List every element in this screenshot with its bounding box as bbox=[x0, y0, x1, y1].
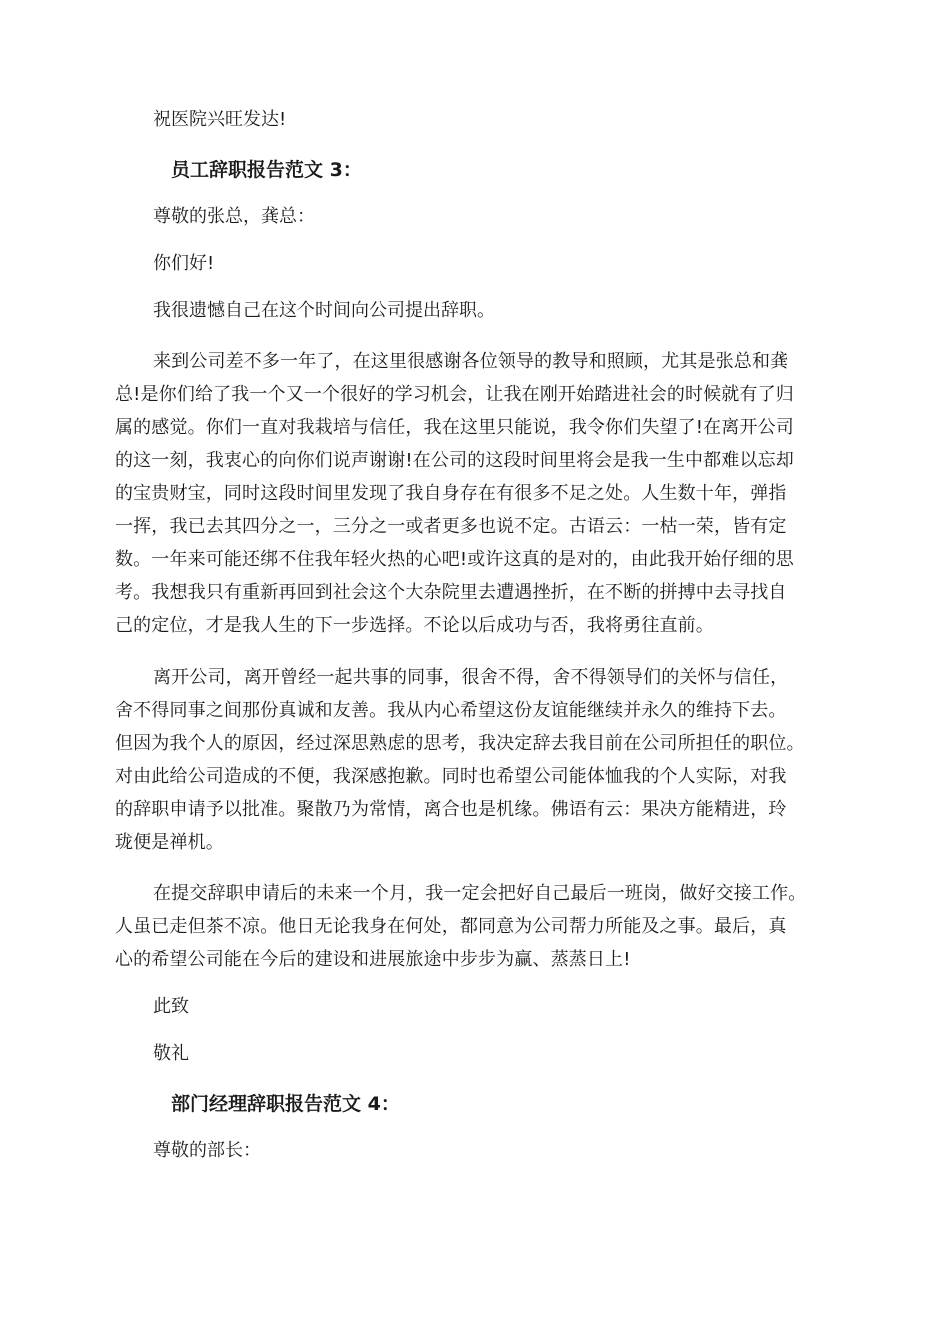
paragraph-line: 对由此给公司造成的不便，我深感抱歉。同时也希望公司能体恤我的个人实际，对我 bbox=[115, 766, 787, 787]
paragraph-line: 珑便是禅机。 bbox=[115, 832, 224, 853]
section3-greeting: 你们好! bbox=[153, 253, 215, 274]
section3-intro: 我很遗憾自己在这个时间向公司提出辞职。 bbox=[153, 300, 495, 321]
section3-paragraph3 bbox=[115, 877, 835, 976]
paragraph-line: 属的感觉。你们一直对我栽培与信任，我在这里只能说，我令你们失望了!在离开公司 bbox=[115, 417, 794, 438]
document-body bbox=[115, 108, 835, 1163]
section4-heading: 部门经理辞职报告范文 4： bbox=[171, 1093, 400, 1115]
closing-ci-zhi: 此致 bbox=[153, 996, 189, 1017]
paragraph-line: 数。一年来可能还绑不住我年轻火热的心吧!或许这真的是对的，由此我开始仔细的思 bbox=[115, 549, 794, 570]
closing-jing-li: 敬礼 bbox=[153, 1043, 189, 1064]
section3-paragraph1 bbox=[115, 345, 835, 642]
paragraph-line: 在提交辞职申请后的未来一个月，我一定会把好自己最后一班岗，做好交接工作。 bbox=[153, 883, 807, 904]
section3-heading: 员工辞职报告范文 3： bbox=[171, 159, 362, 181]
paragraph-line: 心的希望公司能在今后的建设和进展旅途中步步为赢、蒸蒸日上! bbox=[115, 949, 631, 970]
paragraph-line: 总!是你们给了我一个又一个很好的学习机会，让我在刚开始踏进社会的时候就有了归 bbox=[115, 384, 794, 405]
paragraph-line: 的辞职申请予以批准。聚散乃为常情，离合也是机缘。佛语有云：果决方能精进，玲 bbox=[115, 799, 787, 820]
paragraph-line: 一挥，我已去其四分之一，三分之一或者更多也说不定。古语云：一枯一荣，皆有定 bbox=[115, 516, 787, 537]
paragraph-line: 来到公司差不多一年了，在这里很感谢各位领导的教导和照顾，尤其是张总和龚 bbox=[153, 351, 789, 372]
section4-salutation: 尊敬的部长： bbox=[153, 1140, 261, 1161]
paragraph-line: 舍不得同事之间那份真诚和友善。我从内心希望这份友谊能继续并永久的维持下去。 bbox=[115, 700, 787, 721]
section3-salutation: 尊敬的张总，龚总： bbox=[153, 206, 315, 227]
paragraph-line: 己的定位，才是我人生的下一步选择。不论以后成功与否，我将勇往直前。 bbox=[115, 615, 714, 636]
paragraph-line: 的宝贵财宝，同时这段时间里发现了我自身存在有很多不足之处。人生数十年，弹指 bbox=[115, 483, 787, 504]
paragraph-line: 考。我想我只有重新再回到社会这个大杂院里去遭遇挫折，在不断的拼搏中去寻找自 bbox=[115, 582, 787, 603]
paragraph-line: 的这一刻，我衷心的向你们说声谢谢!在公司的这段时间里将会是我一生中都难以忘却 bbox=[115, 450, 794, 471]
paragraph-line: 人虽已走但茶不凉。他日无论我身在何处，都同意为公司帮力所能及之事。最后，真 bbox=[115, 916, 787, 937]
paragraph-line: 但因为我个人的原因，经过深思熟虑的思考，我决定辞去我目前在公司所担任的职位。 bbox=[115, 733, 805, 754]
section3-paragraph2 bbox=[115, 661, 835, 859]
paragraph-line: 离开公司，离开曾经一起共事的同事，很舍不得，舍不得领导们的关怀与信任， bbox=[153, 667, 789, 688]
opening-line: 祝医院兴旺发达! bbox=[153, 109, 287, 130]
